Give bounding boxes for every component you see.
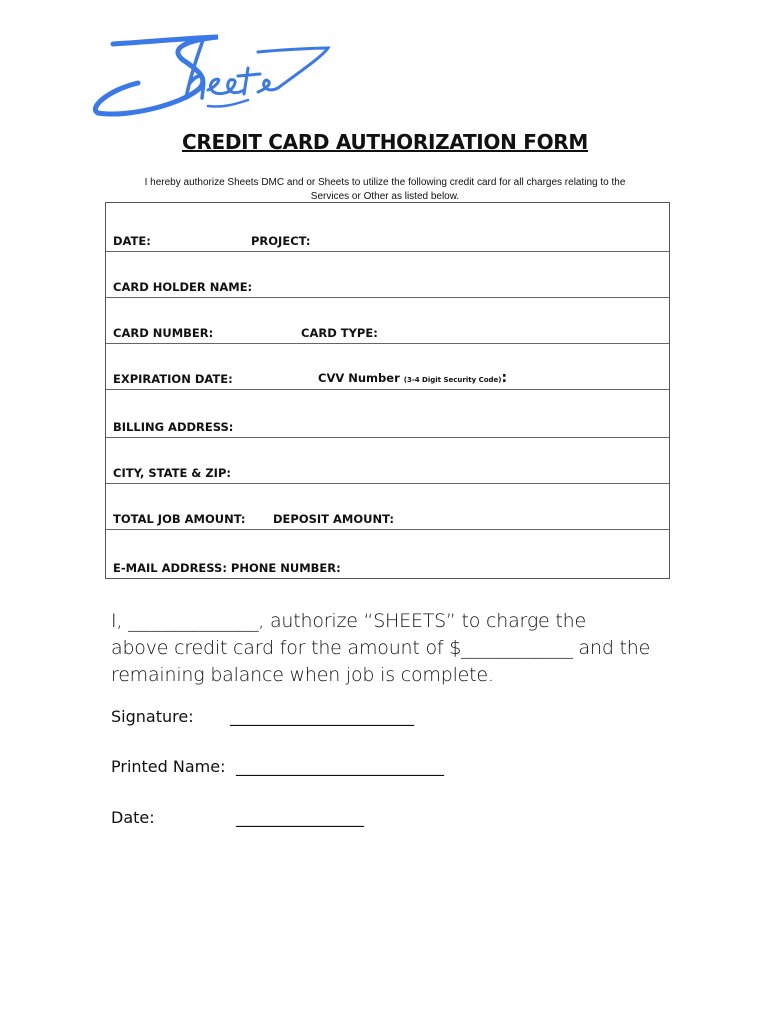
cvv-label [318,370,507,386]
card-holder-label: CARD HOLDER NAME: [113,280,253,294]
row-city[interactable] [106,438,669,484]
row-amounts[interactable] [106,484,669,530]
signature-label: Signature: [111,707,194,726]
project-label: PROJECT: [251,234,311,248]
row-expiration-cvv[interactable] [106,344,669,390]
city-label: CITY, STATE & ZIP: [113,466,231,480]
form-title: CREDIT CARD AUTHORIZATION FORM [181,130,589,154]
row-email-phone[interactable] [106,530,669,578]
expiration-label: EXPIRATION DATE: [113,372,233,386]
sheets-logo [88,28,348,123]
cvv-text: CVV Number [318,371,400,385]
printed-name-label: Printed Name: [111,757,226,776]
total-label: TOTAL JOB AMOUNT: [113,512,246,526]
date-label: DATE: [113,234,151,248]
billing-label: BILLING ADDRESS: [113,420,234,434]
cvv-note: (3-4 Digit Security Code) [403,376,502,384]
authorization-line-3: remaining balance when job is complete. [111,664,494,686]
row-billing[interactable] [106,390,669,438]
intro-line-2: Services or Other as listed below. [310,191,460,202]
cvv-colon: : [501,370,508,386]
card-number-label: CARD NUMBER: [113,326,214,340]
card-info-table [105,202,670,579]
signature-line[interactable]: _______________________ [230,707,414,726]
email-phone-label: E-MAIL ADDRESS: PHONE NUMBER: [113,561,341,575]
printed-name-line[interactable]: __________________________ [236,757,444,776]
row-card-holder[interactable] [106,252,669,298]
intro-line-1: I hereby authorize Sheets DMC and or Sheets to utilize the following credit card for all charges relating to the [144,177,626,188]
intro-text [110,176,660,204]
authorization-line-2: above credit card for the amount of $____________ and the [111,637,651,659]
authorization-line-1: I, ______________, authorize “SHEETS” to charge the [111,610,586,632]
date-sign-line[interactable]: ________________ [236,808,364,827]
deposit-label: DEPOSIT AMOUNT: [273,512,394,526]
row-date-project[interactable] [106,203,669,252]
authorization-paragraph [111,608,650,689]
card-type-label: CARD TYPE: [301,326,378,340]
row-card-number[interactable] [106,298,669,344]
date-sign-label: Date: [111,808,155,827]
